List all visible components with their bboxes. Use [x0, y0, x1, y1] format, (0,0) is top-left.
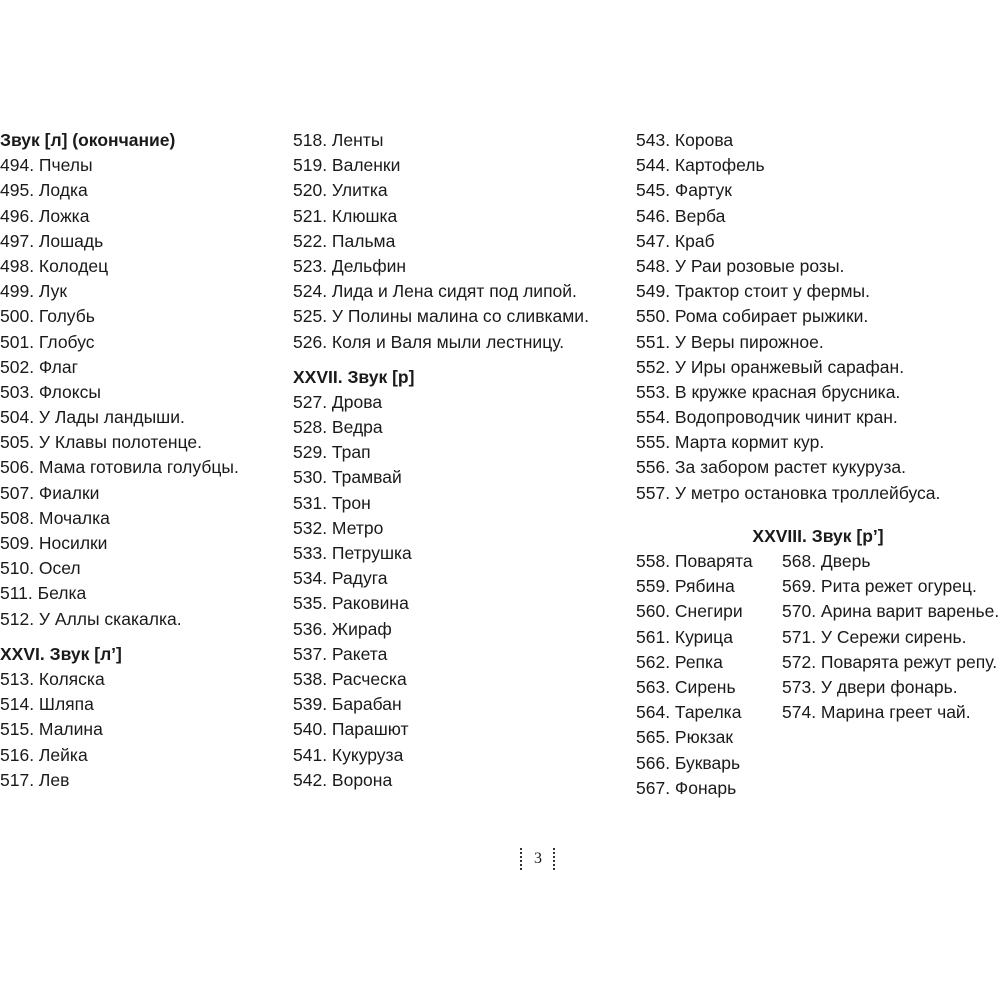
list-item: 539. Барабан — [293, 694, 402, 715]
list-item: 557. У метро остановка троллейбуса. — [636, 482, 941, 503]
list-item: 547. Краб — [636, 230, 715, 251]
dotted-divider-left — [520, 848, 522, 870]
list-item: 498. Колодец — [0, 255, 109, 276]
list-item: 549. Трактор стоит у фермы. — [636, 281, 870, 302]
list-item: 515. Малина — [0, 719, 103, 740]
list-item: 525. У Полины малина со сливками. — [293, 306, 589, 327]
section-heading-r-soft: XXVIII. Звук [р’] — [752, 525, 884, 546]
list-item: 529. Трап — [293, 442, 371, 463]
list-r — [293, 390, 623, 793]
list-r-soft-left — [636, 549, 753, 801]
list-item: 528. Ведра — [293, 417, 383, 438]
dotted-divider-right — [553, 848, 555, 870]
list-item: 500. Голубь — [0, 306, 95, 327]
list-item: 565. Рюкзак — [636, 727, 733, 748]
list-item: 530. Трамвай — [293, 467, 402, 488]
list-item: 496. Ложка — [0, 205, 90, 226]
list-item: 551. У Веры пирожное. — [636, 331, 824, 352]
list-l — [0, 153, 280, 632]
list-item: 499. Лук — [0, 281, 68, 302]
list-item: 555. Марта кормит кур. — [636, 432, 825, 453]
list-item: 558. Поварята — [636, 551, 753, 571]
list-item: 537. Ракета — [293, 643, 388, 664]
list-item: 533. Петрушка — [293, 543, 412, 563]
list-item: 532. Метро — [293, 517, 384, 538]
list-item: 568. Дверь — [782, 551, 871, 571]
list-item: 504. У Лады ландыши. — [0, 407, 185, 428]
list-l-soft — [0, 667, 280, 793]
list-item: 512. У Аллы скакалка. — [0, 608, 182, 629]
list-item: 541. Кукуруза — [293, 744, 404, 765]
list-item: 567. Фонарь — [636, 777, 737, 798]
list-item: 507. Фиалки — [0, 482, 100, 503]
page-number-text: 3 — [534, 850, 542, 867]
list-item: 516. Лейка — [0, 744, 88, 765]
list-item: 559. Рябина — [636, 576, 735, 597]
list-item: 520. Улитка — [293, 180, 388, 201]
column-2 — [293, 128, 623, 793]
list-l-soft-continued — [293, 128, 623, 355]
list-item: 508. Мочалка — [0, 507, 110, 528]
list-item: 531. Трон — [293, 492, 371, 513]
list-item: 513. Коляска — [0, 668, 105, 689]
list-item: 572. Поварята режут репу. — [782, 651, 998, 672]
list-item: 522. Пальма — [293, 230, 396, 251]
section-heading-l-soft: XXVI. Звук [л’] — [0, 643, 122, 664]
list-item: 556. За забором растет кукуруза. — [636, 457, 906, 478]
column-1 — [0, 128, 280, 793]
list-item: 518. Ленты — [293, 130, 384, 150]
list-item: 517. Лев — [0, 769, 70, 790]
section-heading-r: XXVII. Звук [р] — [293, 366, 415, 387]
list-item: 543. Корова — [636, 130, 734, 150]
list-item: 550. Рома собирает рыжики. — [636, 306, 869, 327]
list-item: 510. Осел — [0, 558, 81, 579]
list-item: 534. Радуга — [293, 568, 388, 589]
list-item: 546. Верба — [636, 205, 726, 226]
list-item: 571. У Сережи сирень. — [782, 626, 967, 647]
list-item: 552. У Иры оранжевый сарафан. — [636, 356, 905, 377]
list-item: 574. Марина греет чай. — [782, 702, 971, 723]
section-heading-l-end: Звук [л] (окончание) — [0, 130, 176, 150]
list-item: 521. Клюшка — [293, 205, 398, 226]
list-r-soft — [636, 549, 1000, 809]
list-r-continued — [636, 128, 1000, 506]
list-item: 540. Парашют — [293, 719, 409, 740]
list-item: 560. Снегири — [636, 601, 743, 622]
list-item: 561. Курица — [636, 626, 733, 647]
list-item: 573. У двери фонарь. — [782, 676, 958, 697]
list-r-soft-right — [782, 549, 999, 725]
list-item: 511. Белка — [0, 583, 87, 604]
page-number — [500, 846, 560, 872]
list-item: 570. Арина варит варенье. — [782, 601, 1000, 622]
list-item: 562. Репка — [636, 651, 723, 672]
list-item: 514. Шляпа — [0, 694, 94, 715]
list-item: 506. Мама готовила голубцы. — [0, 457, 239, 478]
list-item: 501. Глобус — [0, 331, 95, 352]
list-item: 502. Флаг — [0, 356, 78, 377]
list-item: 495. Лодка — [0, 180, 88, 201]
list-item: 538. Расческа — [293, 668, 407, 689]
list-item: 509. Носилки — [0, 533, 108, 553]
list-item: 519. Валенки — [293, 155, 401, 176]
list-item: 505. У Клавы полотенце. — [0, 432, 202, 453]
list-item: 563. Сирень — [636, 676, 736, 697]
list-item: 548. У Раи розовые розы. — [636, 255, 845, 276]
list-item: 503. Флоксы — [0, 381, 101, 402]
list-item: 523. Дельфин — [293, 255, 407, 276]
list-item: 566. Букварь — [636, 752, 741, 773]
list-item: 536. Жираф — [293, 618, 392, 639]
list-item: 545. Фартук — [636, 180, 732, 201]
list-item: 527. Дрова — [293, 391, 383, 412]
list-item: 564. Тарелка — [636, 702, 742, 723]
column-3 — [636, 128, 1000, 809]
list-item: 542. Ворона — [293, 769, 393, 790]
list-item: 494. Пчелы — [0, 155, 93, 176]
list-item: 544. Картофель — [636, 155, 765, 176]
list-item: 569. Рита режет огурец. — [782, 576, 977, 597]
list-item: 554. Водопроводчик чинит кран. — [636, 407, 898, 428]
list-item: 524. Лида и Лена сидят под липой. — [293, 281, 577, 302]
list-item: 553. В кружке красная брусника. — [636, 381, 901, 402]
list-item: 535. Раковина — [293, 593, 409, 614]
list-item: 497. Лошадь — [0, 230, 104, 251]
list-item: 526. Коля и Валя мыли лестницу. — [293, 331, 565, 352]
